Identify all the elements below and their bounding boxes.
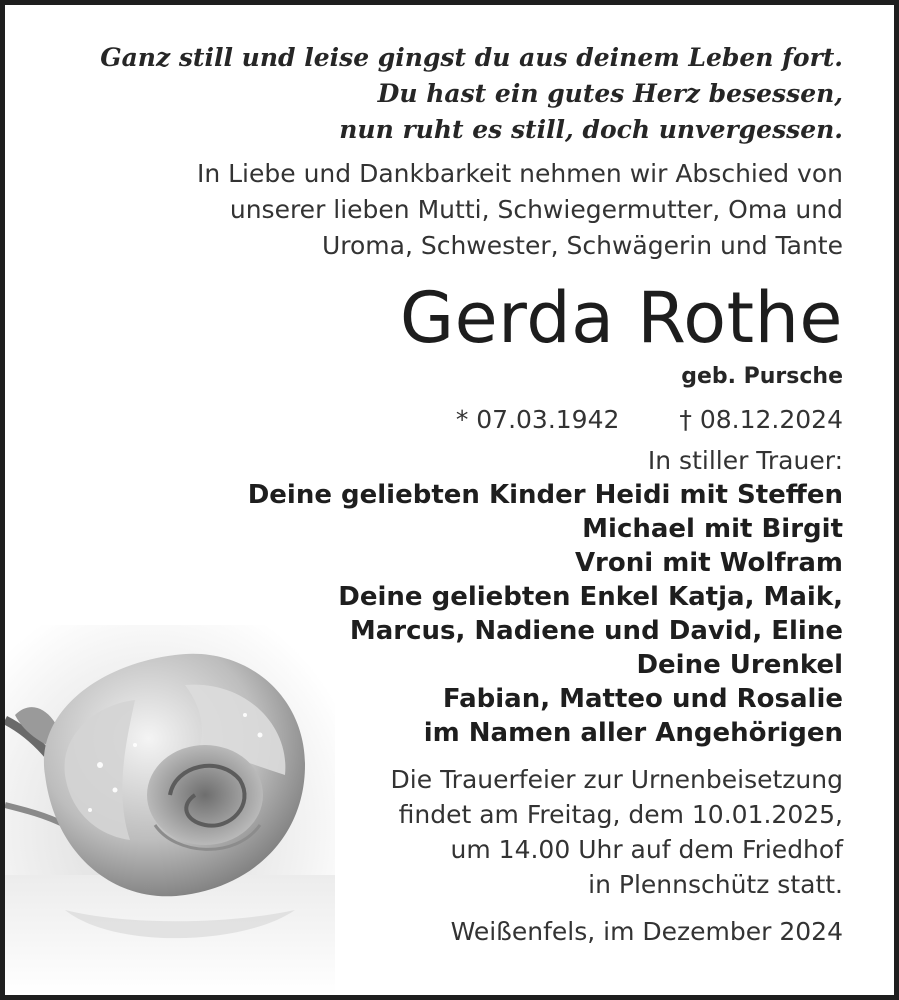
mourner-line: Fabian, Matteo und Rosalie <box>442 684 843 714</box>
ceremony-line: findet am Freitag, dem 10.01.2025, <box>398 800 843 829</box>
mourner-line: Michael mit Birgit <box>582 514 843 544</box>
ceremony-line: in Plennschütz statt. <box>588 870 843 899</box>
ceremony-line: um 14.00 Uhr auf dem Friedhof <box>450 835 843 864</box>
mourner-line: Deine geliebten Kinder Heidi mit Steffen <box>247 480 843 510</box>
mourning-label: In stiller Trauer: <box>647 446 843 475</box>
mourner-line: im Namen aller Angehörigen <box>423 718 843 748</box>
quote-line: Du hast ein gutes Herz besessen, <box>377 79 843 108</box>
ceremony-details <box>65 762 843 902</box>
intro-line: In Liebe und Dankbarkeit nehmen wir Abschied von <box>196 159 843 188</box>
mourner-line: Marcus, Nadiene und David, Eline <box>349 616 843 646</box>
life-dates <box>65 402 843 438</box>
place-and-date: Weißenfels, im Dezember 2024 <box>450 917 843 946</box>
mourner-line: Deine Urenkel <box>636 650 843 680</box>
ceremony-line: Die Trauerfeier zur Urnenbeisetzung <box>390 765 843 794</box>
intro-line: unserer lieben Mutti, Schwiegermutter, Oma und <box>229 195 843 224</box>
mourner-line: Vroni mit Wolfram <box>574 548 843 578</box>
birth-date: * 07.03.1942 <box>455 405 620 434</box>
quote-line: nun ruht es still, doch unvergessen. <box>339 115 843 144</box>
notice-content <box>65 40 843 949</box>
mourners-list <box>65 478 843 750</box>
mourner-line: Deine geliebten Enkel Katja, Maik, <box>338 582 843 612</box>
birth-name: geb. Pursche <box>681 364 843 389</box>
farewell-intro <box>65 156 843 264</box>
memorial-quote <box>65 40 843 148</box>
death-date: † 08.12.2024 <box>679 405 843 434</box>
quote-line: Ganz still und leise gingst du aus deinem Leben fort. <box>100 43 843 72</box>
intro-line: Uroma, Schwester, Schwägerin und Tante <box>321 231 843 260</box>
deceased-name: Gerda Rothe <box>399 277 843 359</box>
